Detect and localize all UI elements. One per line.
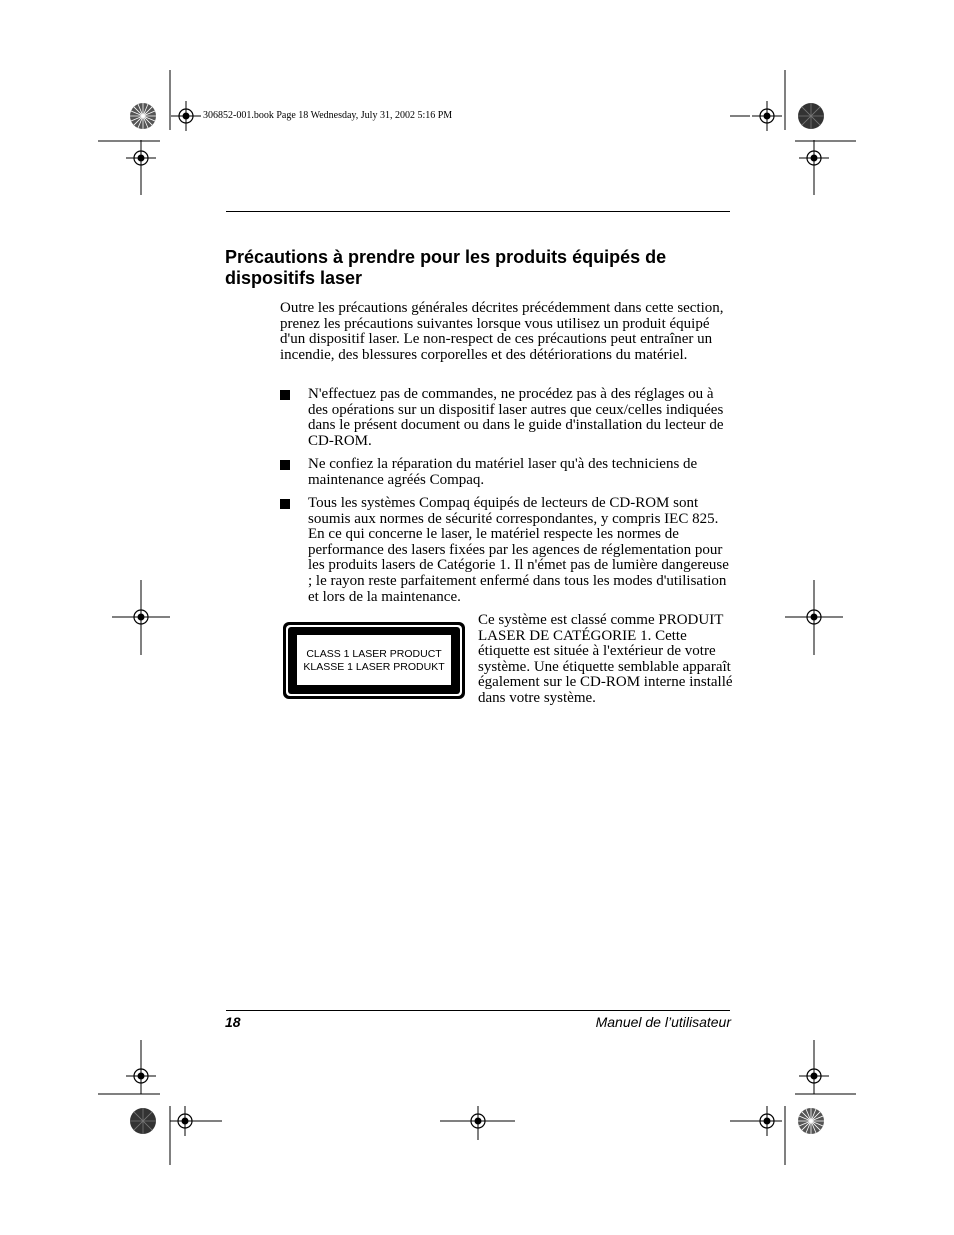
manual-title: Manuel de l’utilisateur xyxy=(595,1014,731,1030)
footer-rule xyxy=(226,1010,730,1011)
label-caption: Ce système est classé comme PRODUIT LASER DE CATÉGORIE 1. Cette étiquette est située à l'extérieur de votre système. Une étiquette semblable apparaît également sur le CD-ROM interne installé dans votre système. xyxy=(478,612,733,706)
bullet-item-2: Ne confiez la réparation du matériel laser qu'à des techniciens de maintenance agréés Compaq. xyxy=(308,456,698,488)
laser-label-line-1: CLASS 1 LASER PRODUCT xyxy=(306,648,442,660)
bullet-item-1: N'effectuez pas de commandes, ne procédez pas à des réglages ou à des opérations sur un dispositif laser autres que ceux/celles indiquées dans le présent document ou dans le guide d'installation du lecteur de CD-ROM. xyxy=(308,386,724,449)
bullet-item-3: Tous les systèmes Compaq équipés de lecteurs de CD-ROM sont soumis aux normes de sécurité correspondantes, y compris IEC 825. En ce qui concerne le laser, le matériel respecte les normes de performance des lasers fixées par les agences de réglementation pour les produits lasers de Catégorie 1. Il n'émet pas de lumière dangereuse ; le rayon reste parfaitement enfermé dans tous les modes d'utilisation et lors de la maintenance. xyxy=(308,495,729,605)
laser-class-label xyxy=(282,621,466,700)
top-rule xyxy=(226,211,730,212)
bullet-marker xyxy=(280,457,294,471)
page-number: 18 xyxy=(225,1014,241,1030)
print-header: 306852-001.book Page 18 Wednesday, July 31, 2002 5:16 PM xyxy=(203,110,453,121)
bullet-marker xyxy=(280,387,294,401)
intro-paragraph: Outre les précautions générales décrites précédemment dans cette section, prenez les précautions suivantes lorsque vous utilisez un produit équipé d'un dispositif laser. Le non-respect de ces précautions peut entraîner un incendie, des blessures corporelles et des détériorations du matériel. xyxy=(280,300,724,363)
bullet-marker xyxy=(280,496,294,510)
section-heading: Précautions à prendre pour les produits équipés de dispositifs laser xyxy=(225,247,667,288)
laser-label-line-2: KLASSE 1 LASER PRODUKT xyxy=(303,661,445,673)
